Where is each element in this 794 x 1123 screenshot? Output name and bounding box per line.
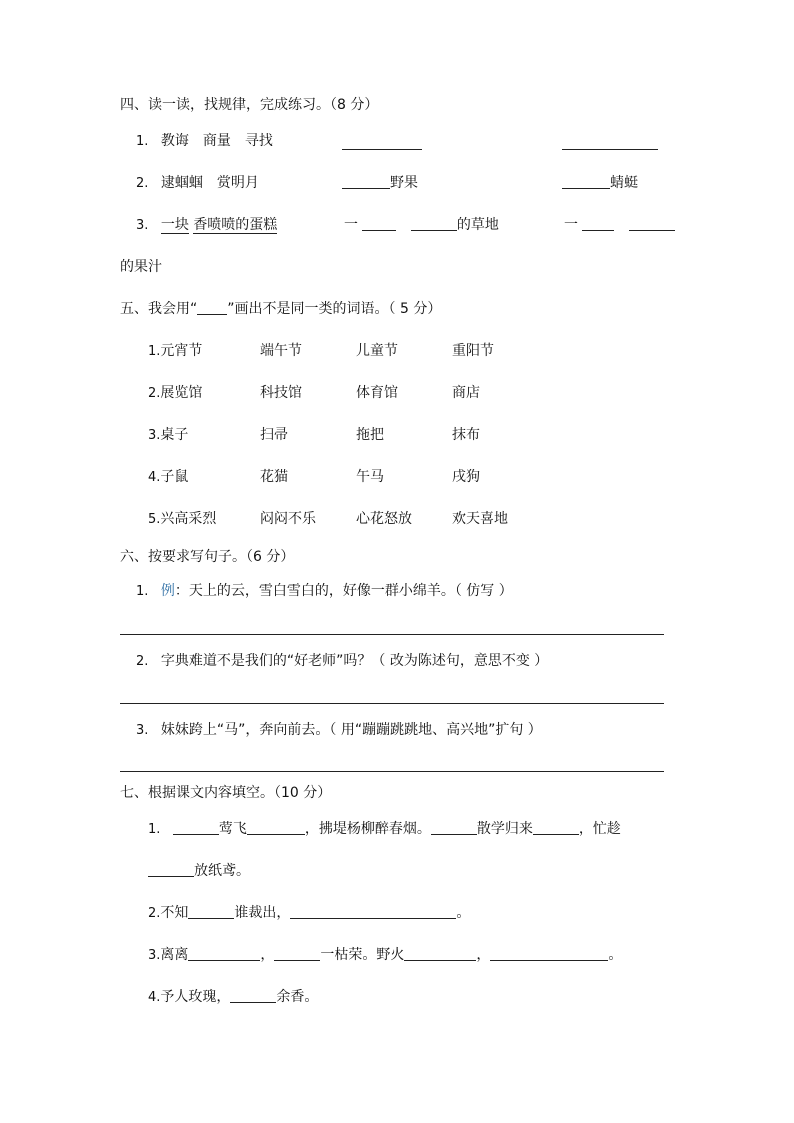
s4-row-1: [136, 132, 273, 151]
s5-word[interactable]: 兴高采烈: [160, 511, 217, 527]
s7-line-4-blank-a[interactable]: [230, 988, 276, 1003]
s4-row-1-blank-a[interactable]: [342, 135, 422, 150]
s4-row-2-blank-b[interactable]: [562, 174, 610, 189]
s7-line-2: [148, 904, 470, 923]
s7-line-1-blank-c[interactable]: [431, 820, 477, 835]
s7-line-1-b: ，拂堤杨柳醉春烟。: [304, 821, 431, 837]
s4-row-3-mid: [344, 216, 499, 234]
s7-line-3-a: 离离: [160, 947, 189, 963]
s5-word[interactable]: 科技馆: [260, 385, 302, 401]
section-5-title-blank: [197, 300, 227, 315]
s4-row-2-num: 2.: [136, 176, 149, 191]
s4-row-3-dash-2: 一: [564, 217, 578, 233]
s4-row-1-text: 教诲 商量 寻找: [160, 133, 273, 149]
s5-word[interactable]: 端午节: [260, 343, 302, 359]
s6-q1-example-label: 例: [160, 583, 175, 599]
s7-line-1-cont: [148, 862, 250, 880]
s7-line-4-num: 4.: [148, 990, 161, 1005]
s4-row-3-dash-1: 一: [344, 217, 358, 233]
s4-row-3-mid-text: 的草地: [456, 217, 499, 233]
s4-row-3-a: 一块: [160, 217, 189, 233]
s6-q1-answer-line[interactable]: [120, 634, 664, 635]
s7-line-1-d: ，忙趁: [578, 821, 621, 837]
s7-line-3-blank-b[interactable]: [274, 946, 320, 961]
s7-line-1-a: 莺飞: [218, 821, 247, 837]
s6-q3-text: 妹妹跨上“马”，奔向前去。（ 用“蹦蹦跳跳地、高兴地”扩句 ）: [160, 722, 542, 738]
s5-word[interactable]: 抹布: [452, 427, 480, 443]
s5-word[interactable]: 拖把: [356, 427, 384, 443]
s5-word[interactable]: 展览馆: [160, 385, 203, 401]
s6-q2: [136, 652, 548, 671]
s5-word[interactable]: 商店: [452, 385, 480, 401]
s5-word[interactable]: 花猫: [260, 469, 288, 485]
s4-row-3-blank-c[interactable]: [582, 216, 614, 231]
s7-line-3-e: 。: [608, 947, 623, 963]
s7-line-1-e: 放纸鸢。: [194, 863, 250, 879]
s4-row-2-blank-a[interactable]: [342, 174, 390, 189]
section-7-title: 七、根据课文内容填空。（10 分）: [120, 785, 332, 801]
s7-line-3-num: 3.: [148, 948, 161, 963]
s5-row: [148, 468, 188, 487]
s5-word[interactable]: 心花怒放: [356, 511, 412, 527]
s5-word[interactable]: 子鼠: [160, 469, 189, 485]
s6-q2-answer-line[interactable]: [120, 703, 664, 704]
s5-word[interactable]: 戌狗: [452, 469, 480, 485]
s7-line-2-num: 2.: [148, 906, 161, 921]
s4-row-3-wrap: 的果汁: [120, 259, 162, 275]
s5-word[interactable]: 午马: [356, 469, 384, 485]
s4-row-1-blank-b[interactable]: [562, 135, 658, 150]
s6-q3-answer-line[interactable]: [120, 771, 664, 772]
s7-line-2-b: 谁裁出，: [234, 905, 291, 921]
s6-q1-text: ：天上的云，雪白雪白的，好像一群小绵羊。（ 仿写 ）: [174, 583, 513, 599]
s5-word[interactable]: 桌子: [160, 427, 189, 443]
s5-word[interactable]: 欢天喜地: [452, 511, 508, 527]
s7-line-1-num: 1.: [148, 822, 161, 837]
s7-line-1-blank-b[interactable]: [247, 820, 305, 835]
s6-q3-num: 3.: [136, 723, 149, 738]
s4-row-3-blank-d[interactable]: [629, 216, 675, 231]
section-4-title: 四、读一读，找规律，完成练习。（8 分）: [120, 97, 379, 113]
s5-word[interactable]: 儿童节: [356, 343, 398, 359]
s6-q3: [136, 721, 542, 740]
s7-line-1-blank-d[interactable]: [533, 820, 579, 835]
s4-row-3-num: 3.: [136, 218, 149, 233]
s7-line-4-a: 予人玫瑰，: [160, 989, 231, 1005]
s4-row-3-right: [564, 216, 675, 234]
s5-word[interactable]: 元宵节: [160, 343, 203, 359]
s5-row: [148, 342, 202, 361]
s4-row-1-num: 1.: [136, 134, 149, 149]
s7-line-3-blank-c[interactable]: [404, 946, 476, 961]
s5-word[interactable]: 闷闷不乐: [260, 511, 316, 527]
s7-line-3-blank-d[interactable]: [490, 946, 608, 961]
s4-row-3-b: 香喷喷的蛋糕: [193, 217, 278, 233]
s5-row: [148, 426, 188, 445]
s7-line-4: [148, 988, 318, 1007]
s7-line-3-c: 一枯荣。野火: [320, 947, 405, 963]
section-6-title: 六、按要求写句子。（6 分）: [120, 549, 295, 565]
s7-line-2-blank-a[interactable]: [188, 904, 234, 919]
s4-row-2-mid: [342, 174, 418, 192]
s4-row-3-blank-a[interactable]: [362, 216, 396, 231]
s5-row-num: 5.: [148, 512, 161, 527]
s7-line-3: [148, 946, 622, 965]
section-5-title: [120, 300, 441, 318]
s7-line-1: [148, 820, 621, 839]
s4-row-2-text: 逮蝈蝈 赏明月: [160, 175, 259, 191]
s5-row: [148, 510, 216, 529]
s7-line-1-blank-e[interactable]: [148, 862, 194, 877]
section-5-title-a: 五、我会用“: [120, 301, 198, 317]
s4-row-2-right: [562, 174, 638, 192]
s5-row-num: 3.: [148, 428, 161, 443]
s5-word[interactable]: 体育馆: [356, 385, 398, 401]
s7-line-2-a: 不知: [160, 905, 189, 921]
s4-row-3-blank-b[interactable]: [411, 216, 457, 231]
s7-line-3-d: ，: [476, 947, 491, 963]
s5-row-num: 4.: [148, 470, 161, 485]
s5-row-num: 1.: [148, 344, 161, 359]
s6-q2-num: 2.: [136, 654, 149, 669]
section-5-title-b: ”画出不是同一类的词语。（ 5 分）: [227, 301, 442, 317]
s6-q1-num: 1.: [136, 584, 149, 599]
s5-row-num: 2.: [148, 386, 161, 401]
s5-word[interactable]: 重阳节: [452, 343, 494, 359]
s7-line-1-blank-a[interactable]: [173, 820, 219, 835]
s4-row-2-right-text: 蜻蜓: [610, 175, 638, 191]
s5-word[interactable]: 扫帚: [260, 427, 288, 443]
s7-line-3-b: ，: [260, 947, 275, 963]
s6-q2-text: 字典难道不是我们的“好老师”吗？（ 改为陈述句，意思不变 ）: [160, 653, 549, 669]
s7-line-1-c: 散学归来: [476, 821, 533, 837]
s4-row-3: [136, 216, 277, 235]
s4-row-2-mid-text: 野果: [390, 175, 418, 191]
s7-line-2-blank-b[interactable]: [290, 904, 456, 919]
s7-line-2-c: 。: [456, 905, 471, 921]
s7-line-4-b: 余香。: [276, 989, 319, 1005]
s7-line-3-blank-a[interactable]: [188, 946, 260, 961]
s4-row-2: [136, 174, 259, 193]
s5-row: [148, 384, 202, 403]
s6-q1: [136, 582, 513, 601]
